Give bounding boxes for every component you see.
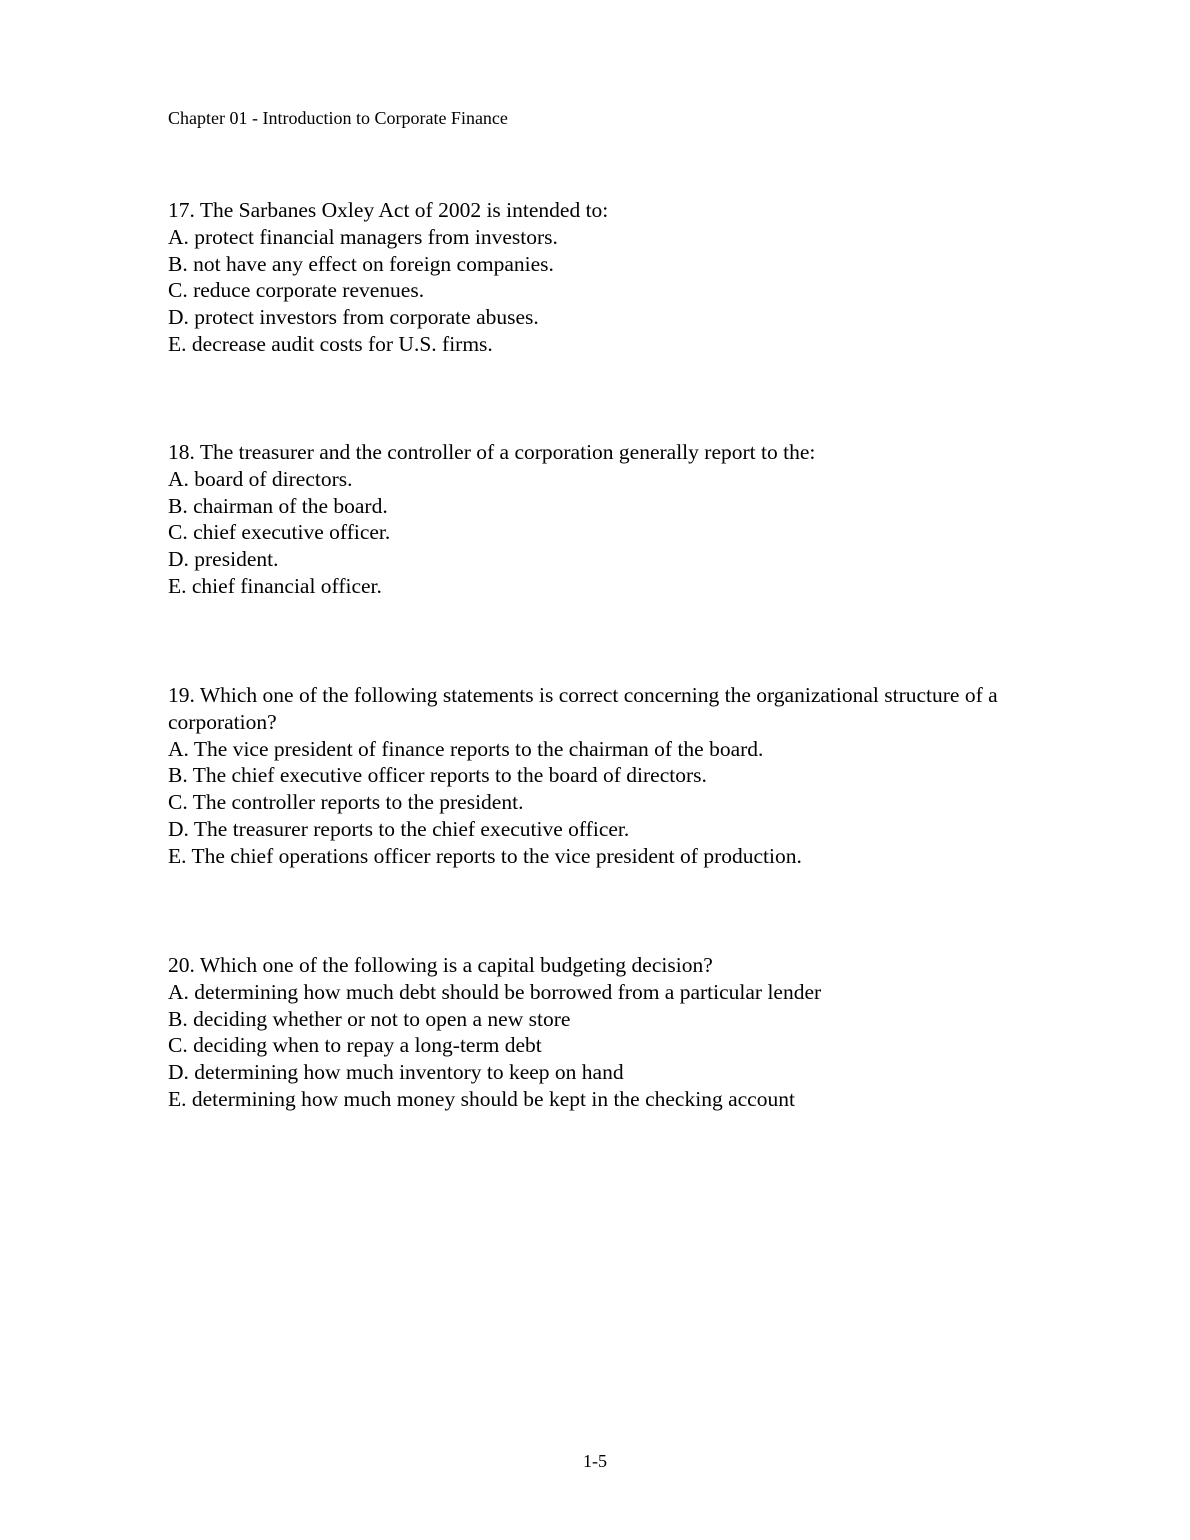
answer-option-d: D. president.	[168, 547, 279, 572]
question-stem: 19. Which one of the following statements is correct concerning the organizational structure of a corporation?	[168, 683, 998, 734]
question-20	[168, 952, 1058, 1113]
answer-option-e: E. decrease audit costs for U.S. firms.	[168, 331, 493, 356]
question-18	[168, 439, 1058, 600]
answer-option-b: B. chairman of the board.	[168, 493, 388, 518]
answer-option-d: D. determining how much inventory to keep on hand	[168, 1060, 624, 1085]
question-19	[168, 682, 1058, 870]
answer-option-c: C. The controller reports to the president.	[168, 790, 524, 815]
answer-option-e: E. chief financial officer.	[168, 573, 382, 598]
answer-option-e: E. determining how much money should be kept in the checking account	[168, 1086, 795, 1111]
page-header: Chapter 01 - Introduction to Corporate Finance	[168, 108, 508, 128]
answer-option-a: A. determining how much debt should be borrowed from a particular lender	[168, 979, 822, 1004]
answer-option-b: B. deciding whether or not to open a new store	[168, 1006, 571, 1031]
answer-option-a: A. The vice president of finance reports to the chairman of the board.	[168, 736, 764, 761]
answer-option-b: B. The chief executive officer reports to the board of directors.	[168, 763, 707, 788]
question-stem: 20. Which one of the following is a capital budgeting decision?	[168, 953, 713, 977]
answer-option-a: A. protect financial managers from investors.	[168, 224, 558, 249]
answer-option-c: C. chief executive officer.	[168, 520, 391, 545]
question-stem: 18. The treasurer and the controller of a corporation generally report to the:	[168, 440, 816, 464]
page-number: 1-5	[583, 1451, 607, 1471]
answer-option-d: D. The treasurer reports to the chief executive officer.	[168, 816, 630, 841]
answer-option-b: B. not have any effect on foreign companies.	[168, 251, 554, 276]
answer-option-c: C. reduce corporate revenues.	[168, 278, 425, 303]
answer-option-c: C. deciding when to repay a long-term debt	[168, 1033, 542, 1058]
answer-option-a: A. board of directors.	[168, 466, 353, 491]
answer-option-d: D. protect investors from corporate abuses.	[168, 305, 539, 330]
question-stem: 17. The Sarbanes Oxley Act of 2002 is intended to:	[168, 198, 609, 222]
answer-option-e: E. The chief operations officer reports to the vice president of production.	[168, 843, 802, 868]
question-17	[168, 197, 1058, 358]
